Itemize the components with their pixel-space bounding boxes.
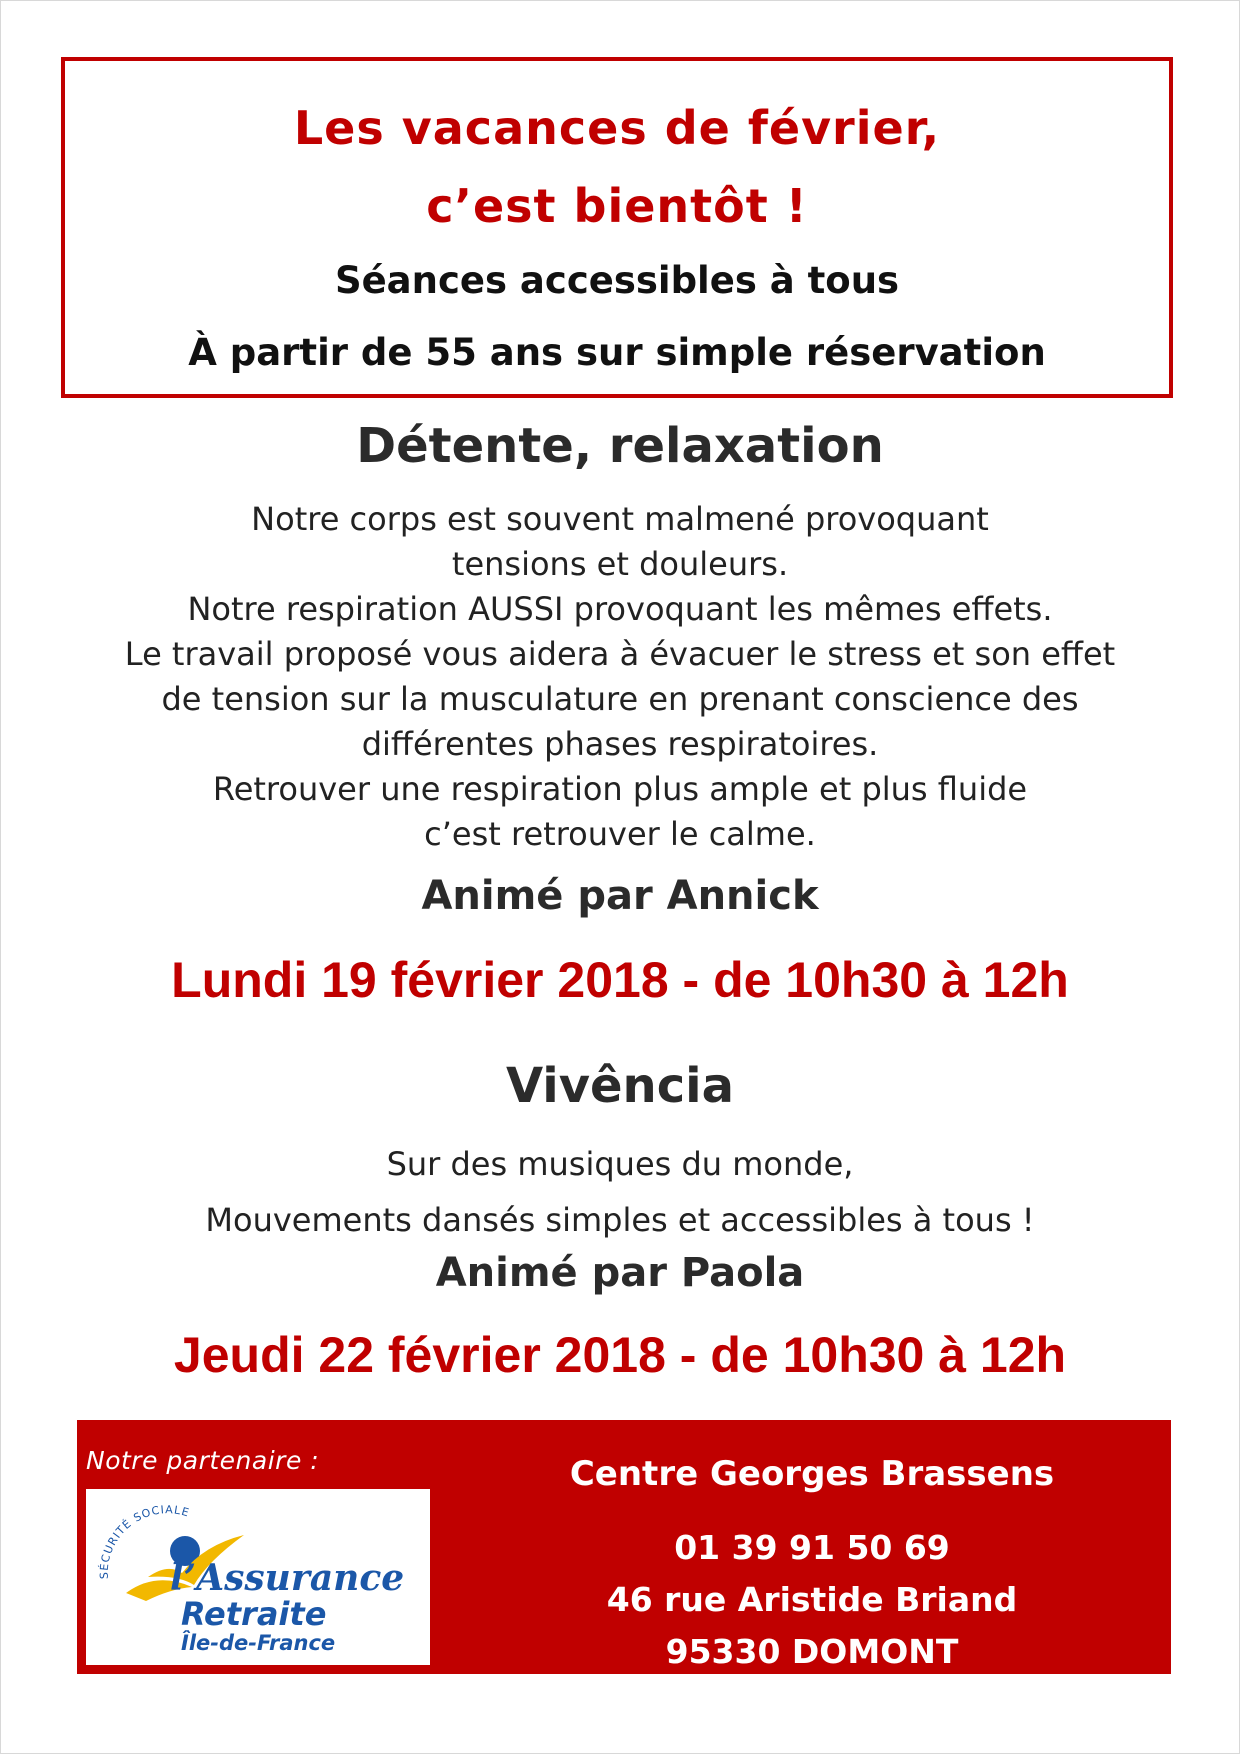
header-title-line1: Les vacances de février, xyxy=(293,101,941,155)
section1-title: Détente, relaxation xyxy=(356,418,884,474)
section2-animator: Animé par Paola xyxy=(435,1250,805,1296)
section1-line: différentes phases respiratoires. xyxy=(361,725,879,763)
logo-line1: l’Assurance xyxy=(170,1557,405,1599)
assurance-retraite-logo xyxy=(86,1489,430,1665)
section1-line: tensions et douleurs. xyxy=(451,545,789,583)
footer-panel xyxy=(77,1420,1171,1674)
logo-arc-text: SÉCURITÉ SOCIALE xyxy=(97,1503,192,1580)
section1-date: Lundi 19 février 2018 - de 10h30 à 12h xyxy=(171,952,1069,1008)
city-address: 95330 DOMONT xyxy=(665,1632,959,1671)
header-subtitle-line2: À partir de 55 ans sur simple réservation xyxy=(188,331,1046,374)
section2-title: Vivência xyxy=(505,1058,735,1114)
phone-number: 01 39 91 50 69 xyxy=(674,1528,950,1567)
section2-date: Jeudi 22 février 2018 - de 10h30 à 12h xyxy=(173,1327,1067,1383)
section2-description xyxy=(0,1136,1240,1248)
partner-label: Notre partenaire : xyxy=(86,1446,320,1475)
section1-animator: Animé par Annick xyxy=(421,873,819,919)
section1-line: c’est retrouver le calme. xyxy=(424,815,816,853)
section2-line: Sur des musiques du monde, xyxy=(386,1145,854,1183)
center-name: Centre Georges Brassens xyxy=(569,1454,1055,1494)
section1-line: Notre respiration AUSSI provoquant les mêmes effets. xyxy=(187,590,1053,628)
logo-line2: Retraite xyxy=(181,1595,327,1633)
section1-line: Notre corps est souvent malmené provoquant xyxy=(251,500,989,538)
section1-line: Le travail proposé vous aidera à évacuer le stress et son effet xyxy=(124,635,1116,673)
section1-description xyxy=(0,497,1240,857)
header-title-line2: c’est bientôt ! xyxy=(426,179,808,233)
header-subtitle-line1: Séances accessibles à tous xyxy=(334,259,900,302)
section1-line: Retrouver une respiration plus ample et plus fluide xyxy=(212,770,1028,808)
section2-line: Mouvements dansés simples et accessibles à tous ! xyxy=(205,1201,1035,1239)
street-address: 46 rue Aristide Briand xyxy=(606,1580,1018,1619)
section1-line: de tension sur la musculature en prenant conscience des xyxy=(161,680,1079,718)
header-box xyxy=(61,57,1173,398)
logo-line3: Île-de-France xyxy=(181,1631,336,1655)
